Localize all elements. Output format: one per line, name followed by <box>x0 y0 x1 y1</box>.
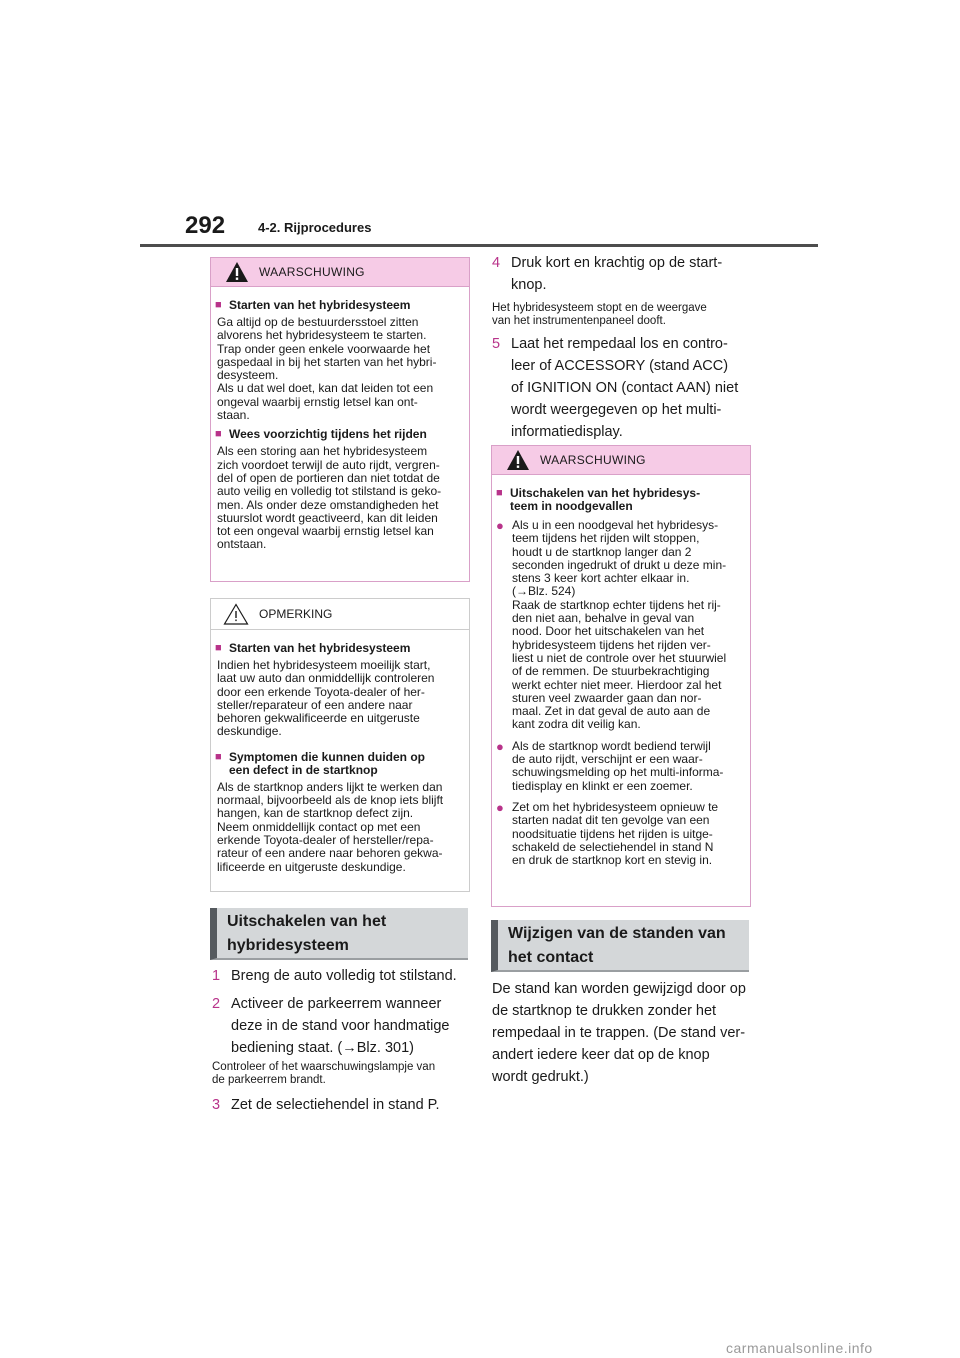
warning-header <box>492 446 750 475</box>
square-bullet-icon: ■ <box>215 428 222 441</box>
round-bullet-icon: ● <box>496 738 504 754</box>
warning-item-text: Als een storing aan het hybridesysteem zich voordoet terwijl de auto rijdt, vergren- del of open de portieren dan niet totdat de auto veilig en volledig tot stilstand is geko- men. Als onder deze omstandigheden het stuurslot wordt geactiveerd, kan dit leiden tot een ongeval waarbij ernstig letsel kan ontstaan. <box>217 444 442 552</box>
square-bullet-icon: ■ <box>215 299 222 311</box>
note-item-heading: ■ Starten van het hybridesysteem <box>215 641 411 655</box>
heading-shut-down: Uitschakelen van het hybridesysteem <box>210 908 468 960</box>
warning-item-heading: ■ Uitschakelen van het hybridesys- teem in noodgevallen <box>496 486 701 513</box>
note-box <box>210 598 470 892</box>
warning-label: WAARSCHUWING <box>259 265 365 279</box>
square-bullet-icon: ■ <box>496 487 503 499</box>
section-title: 4-2. Rijprocedures <box>258 220 372 235</box>
warning-item-text: Ga altijd op de bestuurdersstoel zitten alvorens het hybridesysteem te starten. Trap onder geen enkele voorwaarde het gaspedaal in bij het starten van het hybri- desysteem. Als u dat wel doet, kan dat leiden tot een ongeval waarbij ernstig letsel kan ont- staan. <box>217 315 437 423</box>
watermark: carmanualsonline.info <box>726 1340 873 1356</box>
note-label: OPMERKING <box>259 607 333 621</box>
note-item-heading: ■ Symptomen die kunnen duiden op een defect in de startknop <box>215 749 426 777</box>
note-item-text: Als de startknop anders lijkt te werken dan normaal, bijvoorbeeld als de knop iets blijft hangen, kan de startknop defect zijn. Neem onmiddellijk contact op met een erkende Toyota-dealer of hersteller/repa- rateur of een andere naar behoren gekwa- lificeerde en uitgeruste deskundige. <box>217 779 444 874</box>
step-1: 1 Breng de auto volledig tot stilstand. <box>212 968 457 984</box>
warning-triangle-icon <box>225 261 249 283</box>
body-paragraph: De stand kan worden gewijzigd door op de startknop te drukken zonder het rempedaal in te trappen. (De stand ver- andert iedere keer dat op de knop wordt gedrukt.) <box>492 981 746 1085</box>
round-bullet-icon: ● <box>496 518 504 533</box>
step-2-note: Controleer of het waarschuwingslampje van de parkeerrem brandt. <box>212 1061 436 1086</box>
caution-triangle-icon <box>223 603 249 625</box>
warning-box-left <box>210 257 470 582</box>
warning-bullet: ● Als de startknop wordt bediend terwijl de auto rijdt, verschijnt er een waar- schuwingsmelding op het multi-informa- tiedisplay en klinkt er een zoemer. <box>496 738 724 793</box>
page-number: 292 <box>185 212 226 239</box>
step-2: 2 Activeer de parkeerrem wanneer deze in de stand voor handmatige bediening staat. (→Blz. 301) <box>212 996 450 1056</box>
step-4: 4 Druk kort en krachtig op de start- knop. <box>492 255 723 293</box>
warning-header <box>211 258 469 287</box>
square-bullet-icon: ■ <box>215 750 222 763</box>
step-3: 3 Zet de selectiehendel in stand P. <box>212 1097 440 1113</box>
warning-item-heading: ■ Wees voorzichtig tijdens het rijden <box>215 427 427 442</box>
warning-item-heading: ■ Starten van het hybridesysteem <box>215 298 411 312</box>
warning-bullet: ● Als u in een noodgeval het hybridesys- teem tijdens het rijden wilt stoppen, houdt u de startknop langer dan 2 seconden ingedrukt of drukt u deze min- stens 3 keer kort achter elkaar in. (→Blz. 524) Raak de startknop echter tijdens het rij- den niet aan, behalve in geval van nood. Door het uitschakelen van het hybridesysteem tijdens het rijden ver- liest u niet de controle over het stuurwiel of de remmen. De stuurbekrachtiging werkt echter niet meer. Hierdoor zal het sturen veel zwaarder gaan dan nor- maal. Zet in dat geval de auto aan de kant zodra dit veilig kan. <box>496 518 727 732</box>
round-bullet-icon: ● <box>496 799 504 815</box>
warning-label: WAARSCHUWING <box>540 453 646 467</box>
note-header <box>211 599 469 630</box>
square-bullet-icon: ■ <box>215 642 222 654</box>
step-5: 5 Laat het rempedaal los en contro- leer of ACCESSORY (stand ACC) of IGNITION ON (contact AAN) niet wordt weergegeven op het multi- informatiedisplay. <box>492 336 739 440</box>
header-rule <box>140 244 818 247</box>
note-item-text: Indien het hybridesysteem moeilijk start, laat uw auto dan onmiddellijk controleren door een erkende Toyota-dealer of her- steller/reparateur of een andere naar behoren gekwalificeerde en uitgeruste deskundige. <box>217 658 435 739</box>
warning-box-right <box>491 445 751 907</box>
warning-triangle-icon <box>506 449 530 471</box>
step-4-note: Het hybridesysteem stopt en de weergave van het instrumentenpaneel dooft. <box>492 302 707 327</box>
warning-bullet: ● Zet om het hybridesysteem opnieuw te starten nadat dit ten gevolge van een noodsituatie tijdens het rijden is uitge- schakeld de selectiehendel in stand N en druk de startknop kort en stevig in. <box>496 799 719 868</box>
heading-change-modes: Wijzigen van de standen van het contact <box>491 920 749 972</box>
